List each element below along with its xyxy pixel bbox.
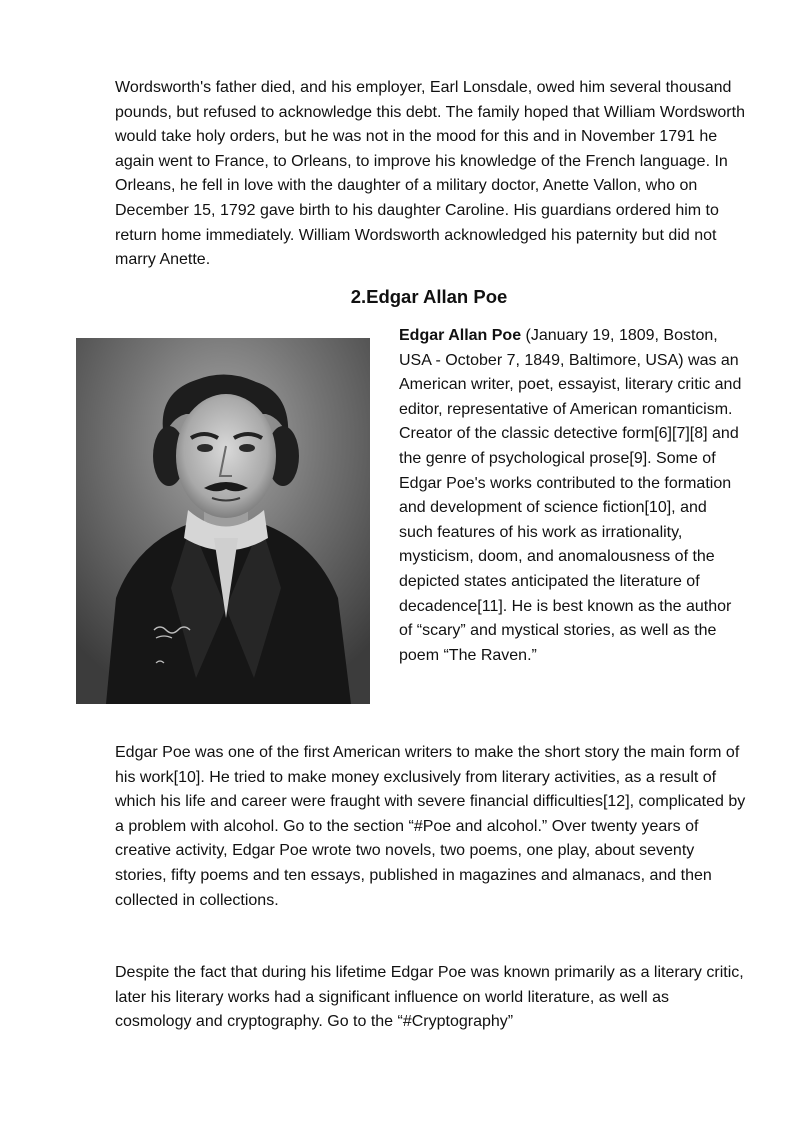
wordsworth-paragraph: Wordsworth's father died, and his employer, Earl Lonsdale, owed him several thousand pounds, but refused to acknowledge this debt. The family hoped that William Wordsworth would take holy orders, but he was not in the mood for this and in November 1791 he again went to France, to Orleans, to improve his knowledge of the French language. In Orleans, he fell in love with the daughter of a military doctor, Anette Vallon, who on December 15, 1792 gave birth to his daughter Caroline. His guardians ordered him to return home immediately. William Wordsworth acknowledged his paternity but did not marry Anette.	[115, 79, 745, 269]
poe-portrait-image	[76, 338, 370, 704]
poe-work-paragraph: Edgar Poe was one of the first American writers to make the short story the main form of his work[10]. He tried to make money exclusively from literary activities, as a result of which his life and career were fraught with severe financial difficulties[12], complicated by a problem with alcohol. Go to the section “#Poe and alcohol.” Over twenty years of creative activity, Edgar Poe wrote two novels, two poems, one play, about seventy stories, fifty poems and ten essays, published in magazines and almanacs, and then collected in collections.	[115, 744, 746, 909]
poe-name-bold: Edgar Allan Poe	[399, 327, 522, 344]
poe-bio-text: (January 19, 1809, Boston, USA - October 7, 1849, Baltimore, USA) was an American writer, poet, essayist, literary critic and editor, representative of American romanticism. Creator of the classic detective form[6][7][8] and the genre of psychological prose[9]. Some of Edgar Poe's works contributed to the formation and development of science fiction[10], and such features of his work as irrationality, mysticism, doom, and anomalousness of the depicted states anticipated the literature of decadence[11]. He is best known as the author of “scary” and mystical stories, as well as the poem “The Raven.”	[399, 327, 742, 664]
poe-biography-paragraph	[399, 324, 744, 668]
portrait-illustration	[76, 338, 370, 704]
poe-influence-paragraph: Despite the fact that during his lifetime Edgar Poe was known primarily as a literary critic, later his literary works had a significant influence on world literature, as well as cosmology and cryptography. Go to the “#Cryptography”	[115, 964, 744, 1031]
section-heading: 2.Edgar Allan Poe	[350, 286, 508, 307]
